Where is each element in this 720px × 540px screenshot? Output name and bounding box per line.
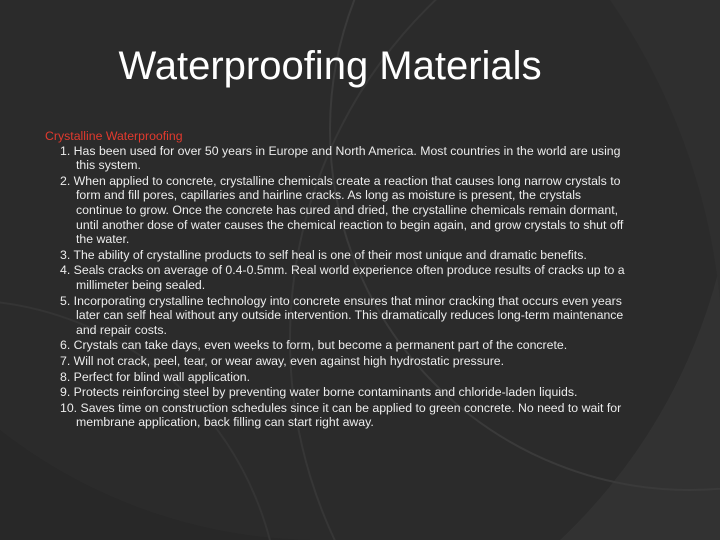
list-item: 3. The ability of crystalline products to self heal is one of their most unique and dramatic benefits. [60, 247, 587, 262]
list-item: 6. Crystals can take days, even weeks to form, but become a permanent part of the concrete. [60, 338, 568, 353]
points-list [45, 144, 625, 430]
list-item: 8. Perfect for blind wall application. [60, 369, 251, 384]
list-item: 2. When applied to concrete, crystalline chemicals create a reaction that causes long narrow crystals to form and fill pores, capillaries and hairline cracks. As long as moisture is present, the crystals continue to grow. Once the concrete has cured and dried, the crystalline chemicals remain dormant, until another dose of water causes the chemical reaction to begin again, and grow crystals to shut off the water. [60, 173, 624, 247]
slide-subtitle: Crystalline Waterproofing [45, 129, 183, 143]
list-item: 1. Has been used for over 50 years in Europe and North America. Most countries in the world are using this system. [60, 143, 621, 173]
list-item: 5. Incorporating crystalline technology into concrete ensures that minor cracking that occurs even years later can self heal without any outside intervention. This dramatically reduces long-term maintenance and repair costs. [60, 293, 624, 337]
list-item: 9. Protects reinforcing steel by preventing water borne contaminants and chloride-laden liquids. [60, 385, 578, 400]
list-item: 10. Saves time on construction schedules since it can be applied to green concrete. No need to wait for membrane application, back filling can start right away. [60, 400, 622, 430]
list-item: 4. Seals cracks on average of 0.4-0.5mm. Real world experience often produce results of cracks up to a millimeter being sealed. [60, 263, 625, 292]
list-item: 7. Will not crack, peel, tear, or wear away, even against high hydrostatic pressure. [60, 353, 505, 368]
slide-content [45, 129, 625, 431]
slide-title: Waterproofing Materials [118, 44, 542, 88]
